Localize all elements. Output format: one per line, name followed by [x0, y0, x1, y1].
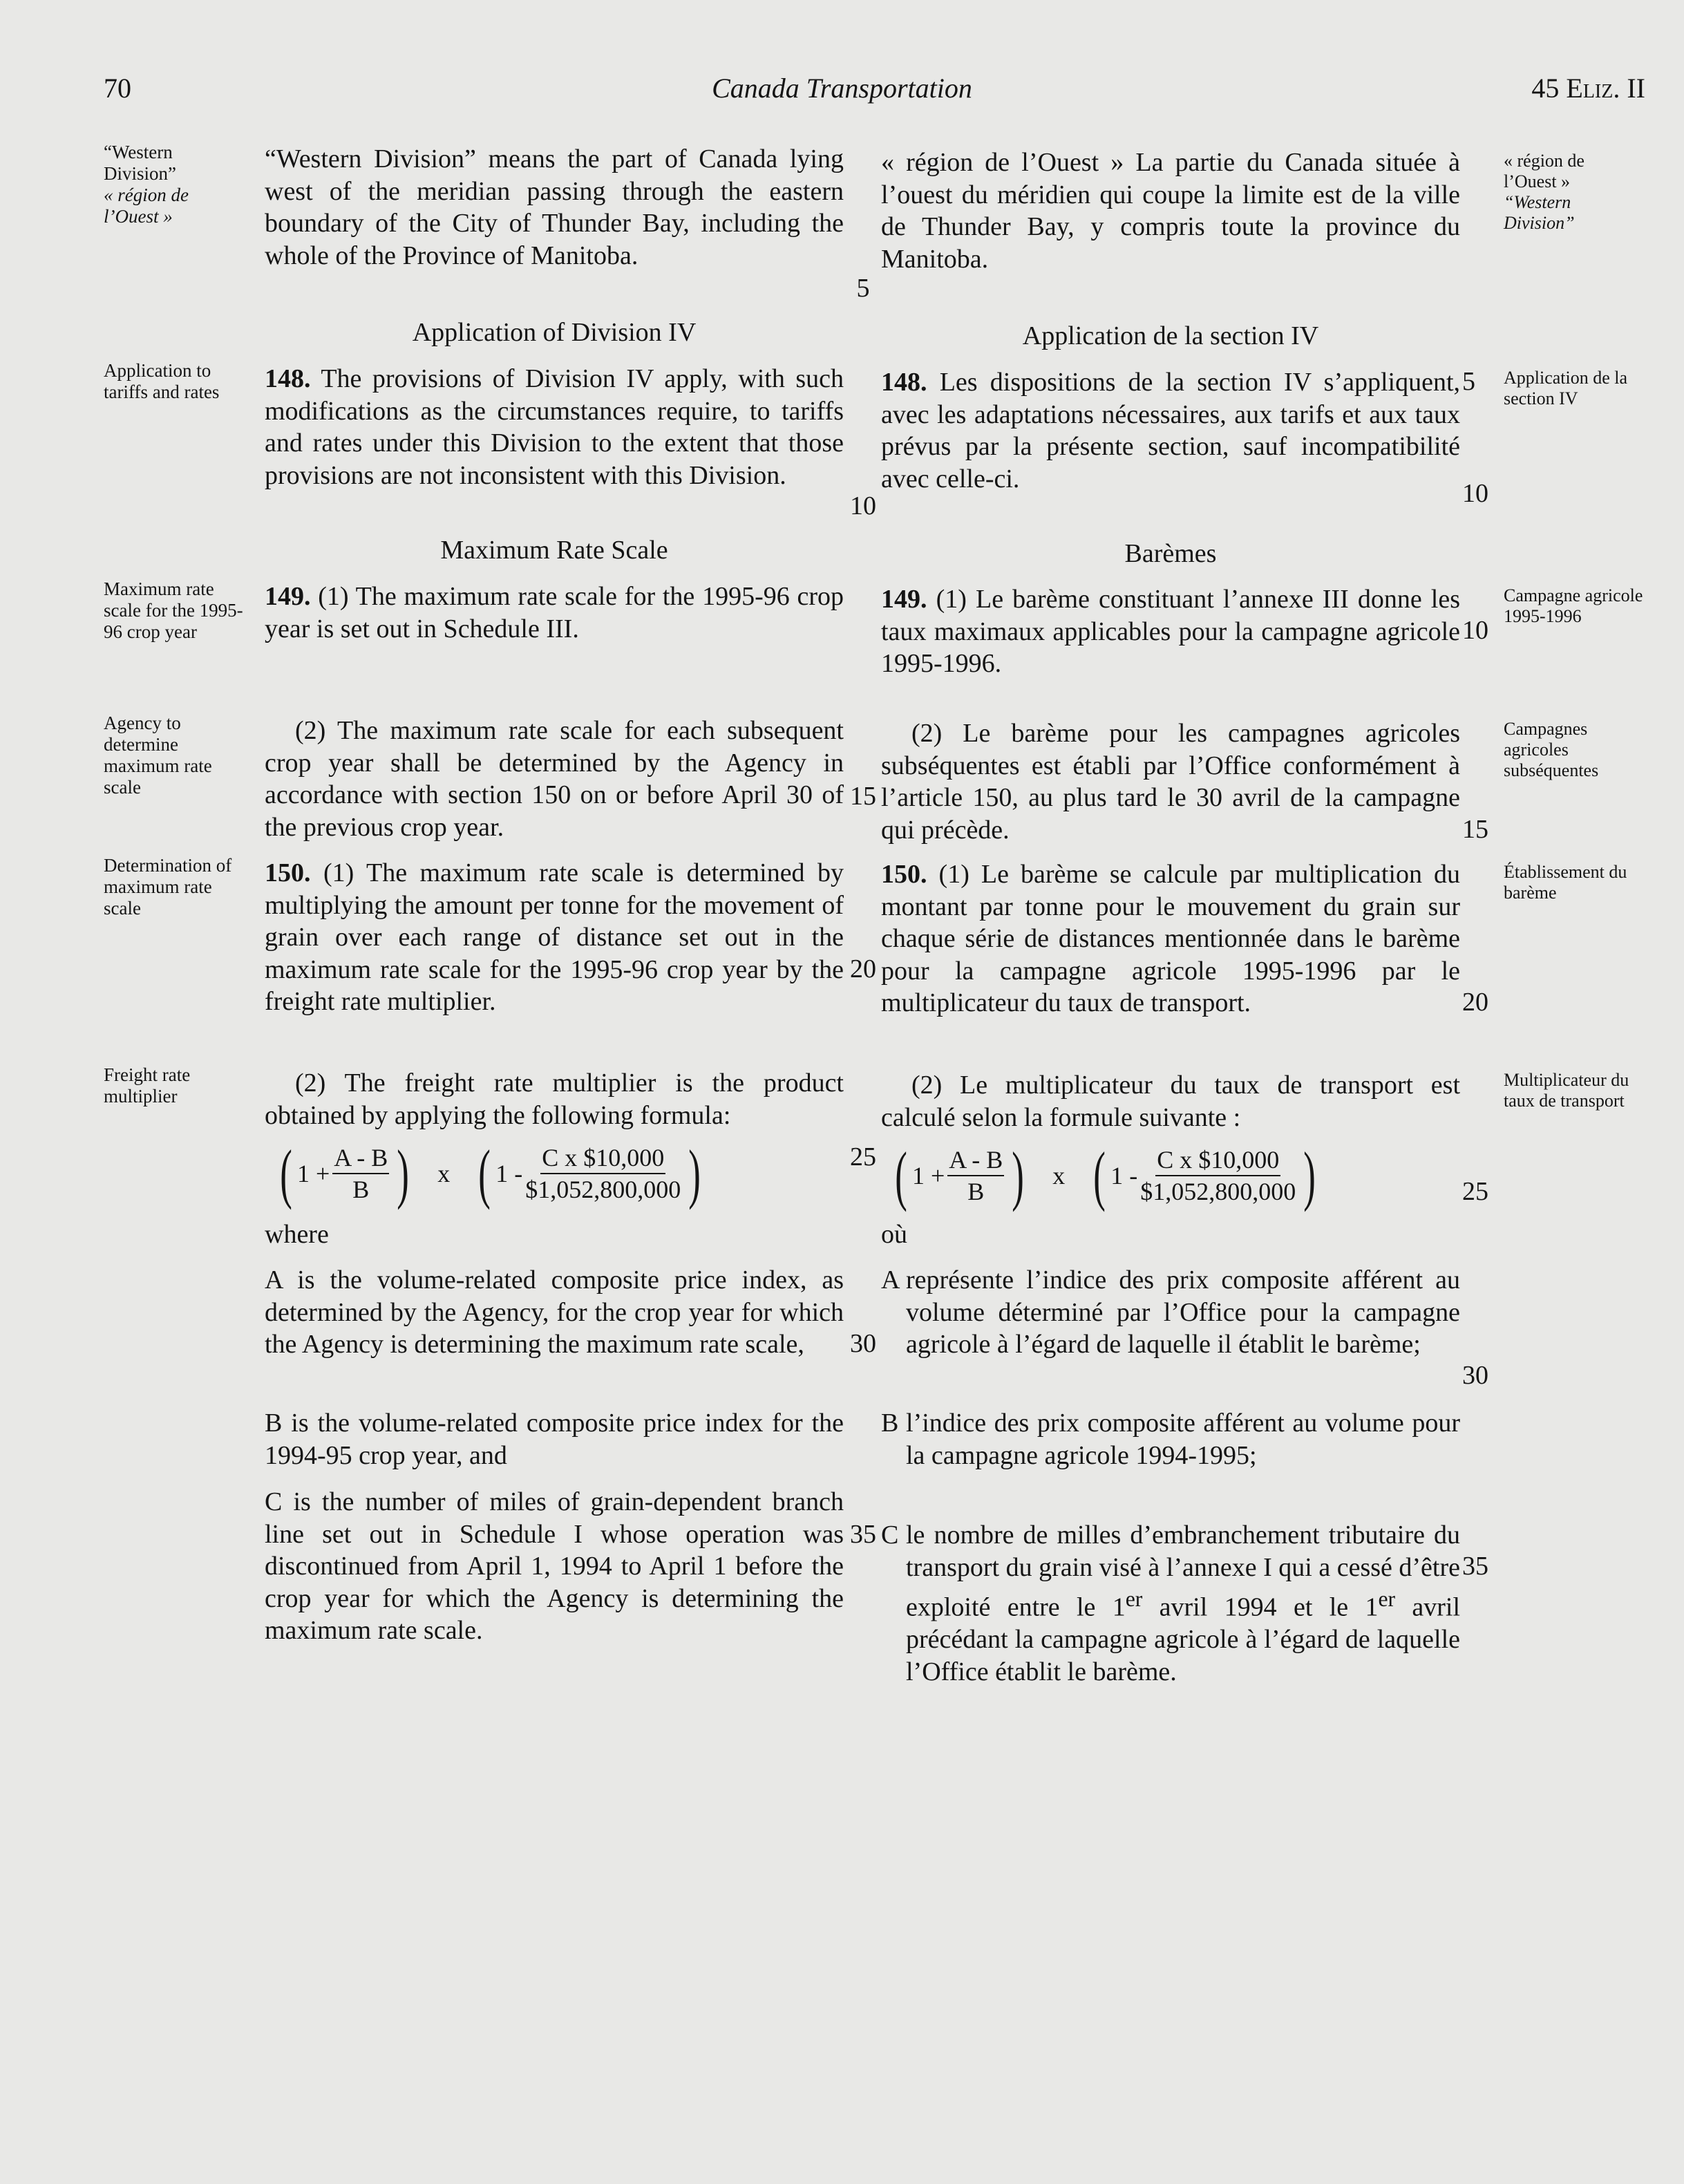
section-text: Les dispositions de la section IV s’appliquent, avec les adaptations nécessaires, aux tarifs et aux taux prévus par la présente section, sauf incompatibilité avec celle-ci.	[881, 368, 1460, 493]
line-number: 15	[850, 782, 876, 811]
margin-note-line: “Western	[1504, 192, 1571, 212]
line-number: 25	[850, 1142, 876, 1171]
formula-numerator: C x $10,000	[540, 1142, 665, 1174]
margin-note-line: « région de	[104, 185, 189, 205]
margin-note-region-ouest	[1504, 151, 1649, 234]
section-149-2-fr: (2) Le barème pour les campagnes agricoles subséquentes est établi par l’Office conformément à l’article 150, au plus tard le 30 avril de la campagne qui précède.	[881, 719, 1460, 845]
line-number: 10	[1462, 479, 1488, 508]
definition-c-en: C is the number of miles of grain-dependent branch line set out in Schedule I whose operation was discontinued from April 1, 1994 to April 1 before the crop year for which the Agency is determining the maximum rate scale.	[265, 1487, 844, 1645]
margin-note-line: Division”	[1504, 213, 1575, 233]
section-number: 148.	[881, 368, 927, 397]
definition-text-part: avril 1994 et le 1	[1142, 1592, 1379, 1622]
freight-rate-formula-en	[275, 1136, 706, 1212]
definition-text: l’indice des prix composite afférent au volume pour la campagne agricole 1994-1995;	[906, 1409, 1460, 1470]
line-number: 35	[1462, 1552, 1488, 1581]
formula-one-minus: 1 -	[1110, 1162, 1138, 1189]
line-number: 15	[1462, 815, 1488, 844]
formula-one-plus: 1 +	[296, 1160, 330, 1187]
definition-text: représente l’indice des prix composite afférent au volume déterminé par l’Office pour la campagne agricole à l’égard de laquelle il établit le barème;	[906, 1265, 1460, 1359]
line-number: 10	[1462, 616, 1488, 645]
margin-note-western-division	[104, 142, 249, 227]
definition-c-fr	[881, 1519, 1460, 1688]
section-text: (1) The maximum rate scale for the 1995-96 crop year is set out in Schedule III.	[265, 582, 844, 643]
margin-note-max-rate-9596: Maximum rate scale for the 1995-96 crop year	[104, 578, 243, 642]
section-149-2-en: (2) The maximum rate scale for each subsequent crop year shall be determined by the Agency in accordance with section 150 on or before April 30 of the previous crop year.	[265, 716, 844, 842]
section-text: (1) Le barème constituant l’annexe III donne les taux maximaux applicables pour la campagne agricole 1995-1996.	[881, 585, 1460, 678]
freight-rate-formula-fr	[890, 1138, 1321, 1214]
margin-note-determination: Determination of maximum rate scale	[104, 855, 232, 919]
section-150-2-en: (2) The freight rate multiplier is the product obtained by applying the following formula:	[265, 1069, 844, 1130]
section-text: (1) Le barème se calcule par multiplication du montant par tonne pour le mouvement du grain sur chaque série de distances mentionnée dans le barème pour la campagne agricole 1995-1996 par le multiplicateur du taux de transport.	[881, 860, 1460, 1017]
definition-text-part: avril précédant la campagne agricole à l’égard de laquelle l’Office établit le barème.	[906, 1592, 1461, 1686]
margin-note-freight-multiplier: Freight rate multiplier	[104, 1064, 191, 1107]
heading-application-division-iv: Application of Division IV	[412, 318, 697, 347]
section-number: 150.	[265, 858, 311, 887]
margin-note-agency-determine: Agency to determine maximum rate scale	[104, 713, 212, 798]
western-division-definition: “Western Division” means the part of Canada lying west of the meridian passing through the eastern boundary of the City of Thunder Bay, including the whole of the Province of Manitoba.	[265, 144, 844, 270]
margin-note-multiplicateur: Multiplicateur du taux de transport	[1504, 1070, 1629, 1111]
section-148-en	[265, 363, 844, 491]
definition-text-part: le nombre de milles d’embranchement tributaire du transport du grain visé à l’annexe I qui a cessé d’être exploité entre le 1	[906, 1521, 1460, 1622]
section-number: 148.	[265, 364, 311, 393]
section-text: (1) The maximum rate scale is determined by multiplying the amount per tonne for the movement of grain over each range of distance set out in the maximum rate scale for the 1995-96 crop year by the freight rate multiplier.	[265, 858, 844, 1016]
margin-note-campagne-9596: Campagne agricole 1995-1996	[1504, 585, 1643, 626]
margin-note-line: Division”	[104, 163, 176, 184]
line-number: 20	[850, 954, 876, 983]
line-number: 5	[856, 274, 870, 303]
formula-one-plus: 1 +	[911, 1162, 945, 1189]
heading-maximum-rate-scale: Maximum Rate Scale	[440, 536, 668, 565]
where-label: where	[265, 1220, 329, 1249]
section-149-1-en	[265, 581, 844, 645]
formula-term-1: ( 1 + $\frac{A - B}{B}$ )	[895, 1138, 1025, 1212]
section-number: 150.	[881, 860, 927, 889]
formula-fraction	[525, 1142, 681, 1205]
formula-term-2: ( 1 - $\frac{\text{C x \$10,000}}{\$1,052,800,000}$ )	[478, 1136, 701, 1210]
formula-denominator: B	[352, 1176, 370, 1203]
margin-note-line: « région de	[1504, 151, 1584, 171]
line-number: 30	[850, 1329, 876, 1358]
margin-note-line: l’Ouest »	[104, 206, 173, 227]
formula-times: x	[437, 1160, 451, 1187]
margin-note-line: l’Ouest »	[1504, 171, 1571, 191]
section-number: 149.	[881, 585, 927, 614]
region-ouest-definition: « région de l’Ouest » La partie du Canada située à l’ouest du méridien qui coupe la limite est de la ville de Thunder Bay, y compris toute la province du Manitoba.	[881, 148, 1460, 274]
formula-term-2: ( 1 - $\frac{\text{C x \$10,000}}{\$1,052,800,000}$ )	[1093, 1138, 1316, 1212]
running-title: Canada Transportation	[712, 73, 972, 104]
margin-note-etablissement: Établissement du barème	[1504, 862, 1627, 903]
definition-key: A	[881, 1265, 900, 1295]
definition-b-fr	[881, 1407, 1460, 1471]
formula-denominator: $1,052,800,000	[1140, 1178, 1296, 1205]
section-number: 149.	[265, 582, 311, 611]
heading-baremes: Barèmes	[1124, 539, 1217, 568]
page-number: 70	[104, 73, 131, 104]
section-149-1-fr	[881, 583, 1460, 680]
line-number: 25	[1462, 1177, 1488, 1206]
formula-term-1: ( 1 + $\frac{A - B}{B}$ )	[280, 1136, 410, 1210]
section-text: The provisions of Division IV apply, with such modifications as the circumstances require, to tariffs and rates under this Division to the extent that those provisions are not inconsistent with this Division.	[265, 364, 844, 490]
definition-a-fr	[881, 1264, 1460, 1361]
section-148-fr	[881, 366, 1460, 495]
line-number: 35	[850, 1520, 876, 1549]
formula-numerator: A - B	[332, 1142, 389, 1174]
margin-note-application-fr: Application de la section IV	[1504, 368, 1628, 408]
definition-key: B	[881, 1409, 899, 1438]
formula-one-minus: 1 -	[495, 1160, 523, 1187]
line-number: 5	[1462, 367, 1475, 396]
formula-fraction	[1140, 1145, 1296, 1207]
definition-a-en: A is the volume-related composite price index, as determined by the Agency, for the crop year for which the Agency is determining the maximum rate scale,	[265, 1265, 844, 1359]
section-150-2-fr: (2) Le multiplicateur du taux de transport est calculé selon la formule suivante :	[881, 1071, 1460, 1132]
line-number: 30	[1462, 1361, 1488, 1390]
superscript-er: er	[1378, 1587, 1396, 1611]
line-number: 20	[1462, 988, 1488, 1017]
formula-denominator: $1,052,800,000	[525, 1176, 681, 1203]
ou-label: où	[881, 1220, 907, 1249]
margin-note-campagnes-sub: Campagnes agricoles subséquentes	[1504, 719, 1599, 780]
margin-note-line: “Western	[104, 142, 173, 162]
formula-denominator: B	[967, 1178, 985, 1205]
definition-text	[906, 1519, 1460, 1688]
section-150-1-en	[265, 857, 844, 1018]
superscript-er: er	[1125, 1587, 1143, 1611]
formula-numerator: A - B	[947, 1145, 1004, 1176]
definition-b-en: B is the volume-related composite price index for the 1994-95 crop year, and	[265, 1409, 844, 1470]
formula-fraction	[947, 1145, 1004, 1207]
definition-key: C	[881, 1521, 899, 1550]
formula-times: x	[1052, 1162, 1066, 1189]
heading-application-section-iv: Application de la section IV	[1022, 321, 1319, 350]
line-number: 10	[850, 491, 876, 520]
section-150-1-fr	[881, 858, 1460, 1019]
margin-note-application: Application to tariffs and rates	[104, 360, 220, 402]
formula-fraction	[332, 1142, 389, 1205]
regnal-year: 45 Eliz. II	[1531, 73, 1645, 104]
formula-numerator: C x $10,000	[1155, 1145, 1280, 1176]
